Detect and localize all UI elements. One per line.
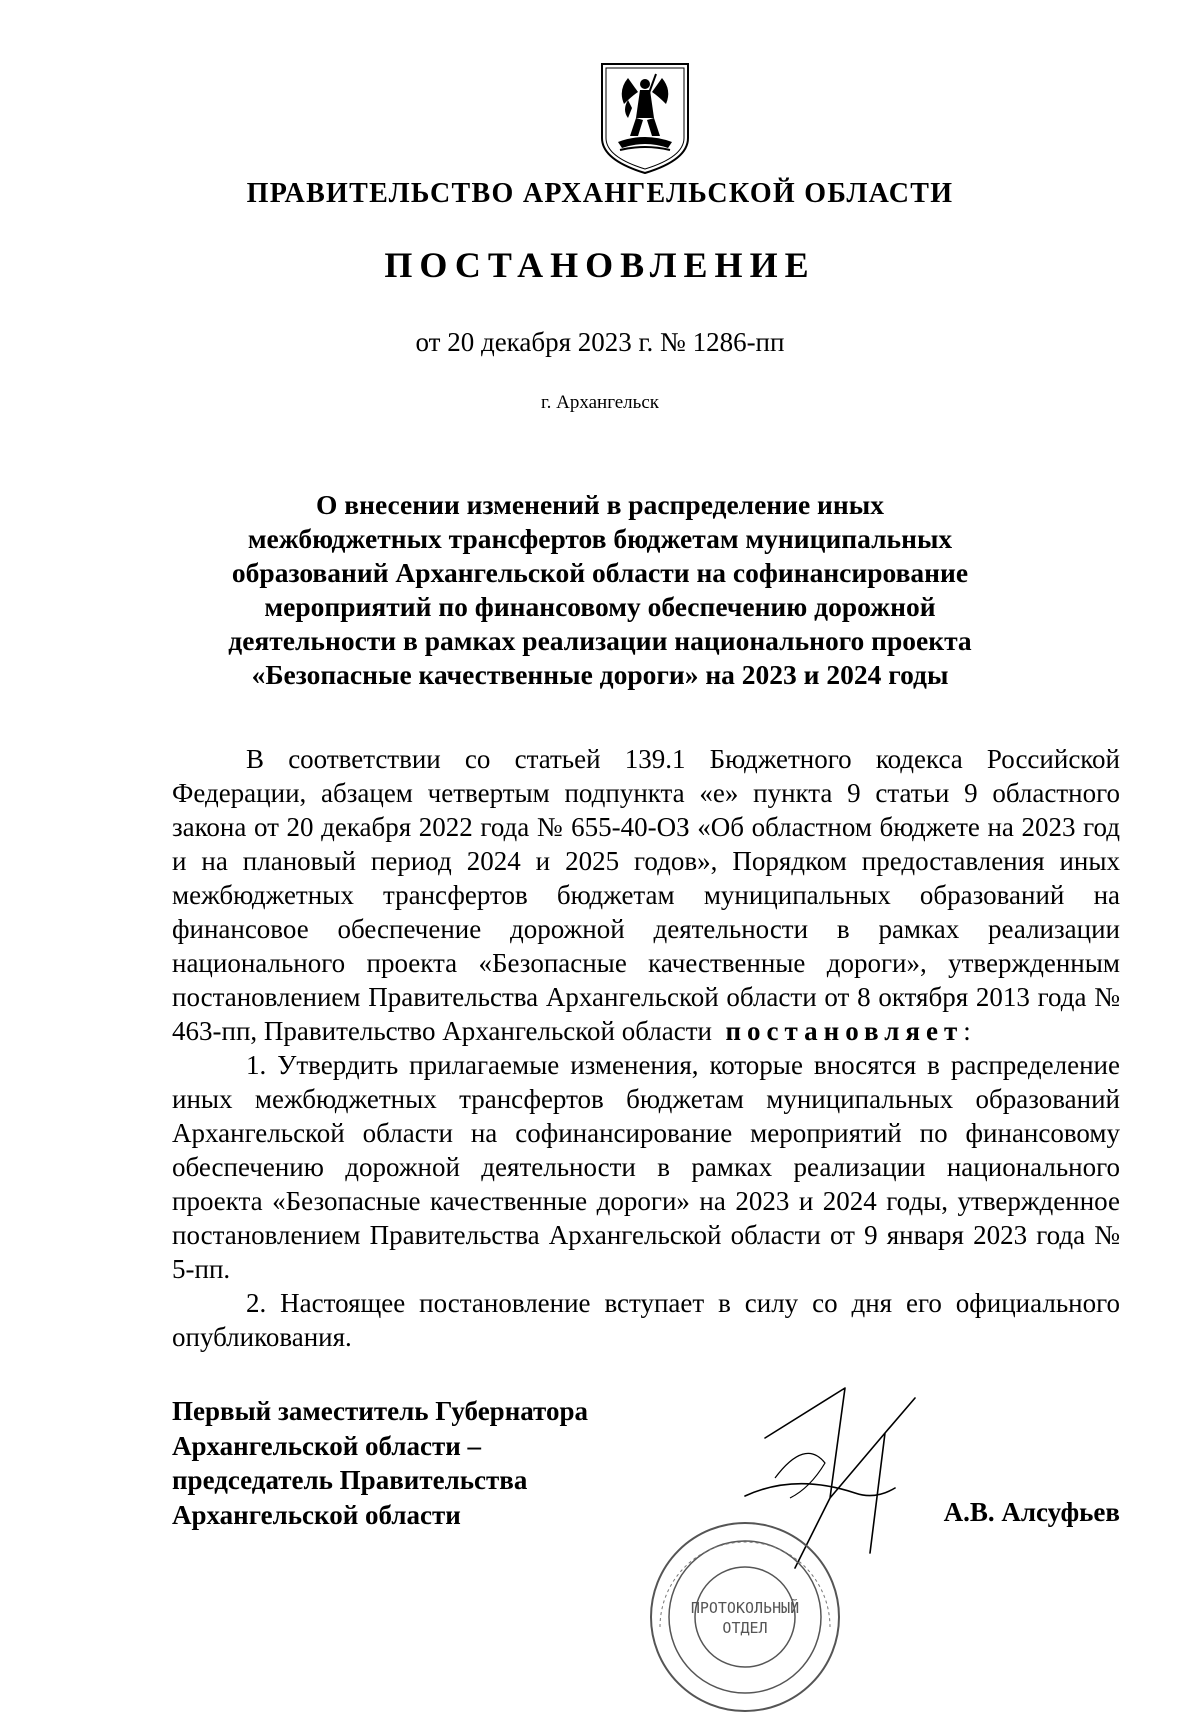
preamble-text: В соответствии со статьей 139.1 Бюджетного кодекса Российской Федерации, абзацем четвертым подпункта «е» пункта 9 статьи 9 областного закона от 20 декабря 2022 года № 655-40-ОЗ «Об областном бюджете на 2023 год и на плановый период 2024 и 2025 годов», Порядком предоставления иных межбюджетных трансфертов бюджетам муниципальных образований на финансовое обеспечение дорожной деятельности в рамках реализации национального проекта «Безопасные качественные дороги», утвержденным постановлением Правительства Архангельской области от 8 октября 2013 года № 463-пп, Правительство Архангельской области [172, 744, 1120, 1046]
document-body [172, 742, 1120, 1354]
government-title: ПРАВИТЕЛЬСТВО АРХАНГЕЛЬСКОЙ ОБЛАСТИ [246, 178, 954, 209]
subject-line: межбюджетных трансфертов бюджетам муниципальных [247, 523, 953, 554]
signatory-title-line: Архангельской области – [172, 1430, 482, 1461]
signatory-title-line: Архангельской области [172, 1499, 461, 1530]
round-stamp-icon [645, 1517, 845, 1717]
subject-line: «Безопасные качественные дороги» на 2023 и 2024 годы [251, 659, 949, 690]
colon: : [963, 1016, 971, 1046]
stamp-text-line: ПРОТОКОЛЬНЫЙ [690, 1599, 800, 1617]
subject-line: О внесении изменений в распределение иных [316, 489, 884, 520]
signatory-title-line: председатель Правительства [172, 1465, 528, 1495]
item-2-paragraph: 2. Настоящее постановление вступает в силу со дня его официального опубликования. [172, 1288, 1120, 1352]
subject-line: образований Архангельской области на софинансирование [231, 557, 969, 588]
resolves-word: постановляет [725, 1016, 964, 1046]
city: г. Архангельск [540, 392, 659, 413]
document-type: ПОСТАНОВЛЕНИЕ [384, 245, 816, 285]
signatory-title-line: Первый заместитель Губернатора [172, 1396, 588, 1426]
document-subject [170, 488, 1030, 692]
signatory-name: А.В. Алсуфьев [943, 1497, 1120, 1527]
subject-line: мероприятий по финансовому обеспечению дорожной [264, 591, 936, 622]
coat-of-arms-icon [598, 60, 692, 176]
subject-line: деятельности в рамках реализации национального проекта [228, 625, 972, 656]
preamble-paragraph [172, 742, 1120, 1048]
item-1-paragraph: 1. Утвердить прилагаемые изменения, которые вносятся в распределение иных межбюджетных трансфертов бюджетам муниципальных образований Архангельской области на софинансирование мероприятий по финансовому обеспечению дорожной деятельности в рамках реализации национального проекта «Безопасные качественные дороги» на 2023 и 2024 годы, утвержденное постановлением Правительства Архангельской области от 9 января 2023 года № 5-пп. [172, 1050, 1120, 1284]
date-number: от 20 декабря 2023 г. № 1286-пп [415, 327, 785, 357]
signatory-title [172, 1394, 588, 1532]
stamp-text-line: ОТДЕЛ [722, 1619, 768, 1637]
